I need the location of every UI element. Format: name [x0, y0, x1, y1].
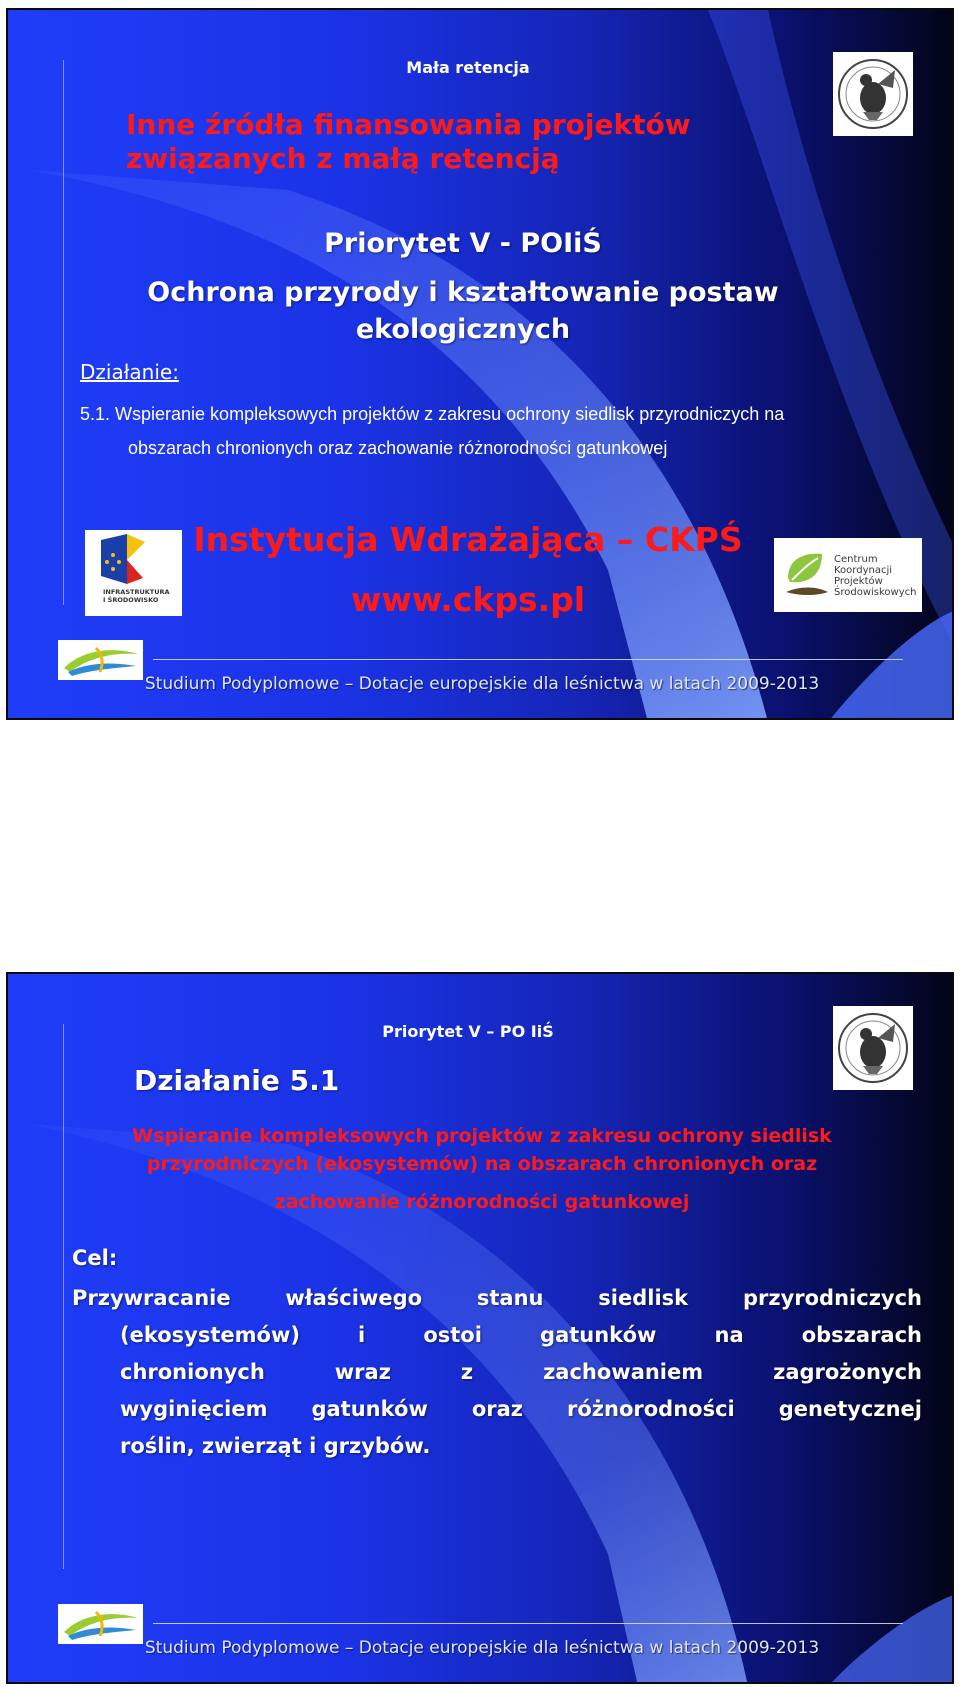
slide-footer: Studium Podyplomowe – Dotacje europejskie dla leśnictwa w latach 2009-2013: [144, 674, 820, 694]
leaf-icon: [782, 548, 832, 604]
slide-1: [6, 8, 954, 720]
footer-divider-line: [153, 659, 903, 660]
ckps-logo: [774, 538, 922, 612]
ckps-logo-text-4: Środowiskowych: [834, 587, 917, 598]
priority-subtitle-line-1: Ochrona przyrody i kształtowanie postaw: [147, 277, 779, 308]
priority-heading: Priorytet V - POIiŚ: [324, 228, 602, 259]
slide-footer: Studium Podyplomowe – Dotacje europejskie dla leśnictwa w latach 2009-2013: [144, 1638, 820, 1658]
infra-logo-text-1: INFRASTRUKTURA: [103, 588, 170, 596]
capercaillie-icon: [833, 1006, 913, 1090]
goal-label: Cel:: [72, 1246, 118, 1270]
slide-title-line-1: Inne źródła finansowania projektów: [126, 108, 691, 141]
action-description-line-3: zachowanie różnorodności gatunkowej: [274, 1191, 690, 1213]
action-line-1: 5.1. Wspieranie kompleksowych projektów z zakresu ochrony siedlisk przyrodniczych na: [80, 404, 785, 424]
slide-header: Priorytet V – PO IiŚ: [382, 1022, 554, 1041]
goal-line-5: roślin, zwierząt i grzybów.: [120, 1434, 431, 1458]
goal-text: [72, 1280, 922, 1465]
action-line-2: obszarach chronionych oraz zachowanie różnorodności gatunkowej: [128, 438, 668, 458]
ckps-logo-text-1: Centrum: [834, 554, 878, 565]
priority-subtitle-line-2: ekologicznych: [355, 314, 571, 345]
action-title: Działanie 5.1: [134, 1064, 340, 1097]
priority-subtitle: [8, 274, 918, 348]
action-description-line-2: przyrodniczych (ekosystemów) na obszarach chronionych oraz: [146, 1153, 818, 1175]
capercaillie-icon: [833, 52, 913, 136]
goal-line-4: wyginięciem gatunków oraz różnorodności genetycznej: [120, 1397, 922, 1421]
institution-heading: Instytucja Wdrażająca – CKPŚ: [193, 520, 743, 559]
slide-2: [6, 972, 954, 1684]
action-description-line-1: Wspieranie kompleksowych projektów z zakresu ochrony siedlisk: [132, 1125, 832, 1147]
ckps-logo-text-3: Projektów: [834, 576, 883, 587]
goal-line-3: chronionych wraz z zachowaniem zagrożonych: [120, 1360, 922, 1384]
website-link[interactable]: www.ckps.pl: [350, 580, 586, 619]
infra-logo-text-2: I ŚRODOWISKO: [103, 596, 159, 604]
ckps-logo-text-2: Koordynacji: [834, 565, 893, 576]
goal-line-2: (ekosystemów) i ostoi gatunków na obszarach: [120, 1323, 922, 1347]
goal-line-1: Przywracanie właściwego stanu siedlisk przyrodniczych: [72, 1286, 922, 1310]
action-label: Działanie:: [80, 360, 179, 384]
footer-divider-line: [153, 1623, 903, 1624]
slide-title-line-2: związanych z małą retencją: [126, 142, 560, 175]
emblem-logo: [833, 1006, 913, 1090]
emblem-logo: [833, 52, 913, 136]
action-description: [8, 1122, 954, 1216]
left-divider-line: [63, 1024, 64, 1569]
slide-header: Mała retencja: [406, 58, 530, 77]
slide-title: [126, 108, 691, 176]
